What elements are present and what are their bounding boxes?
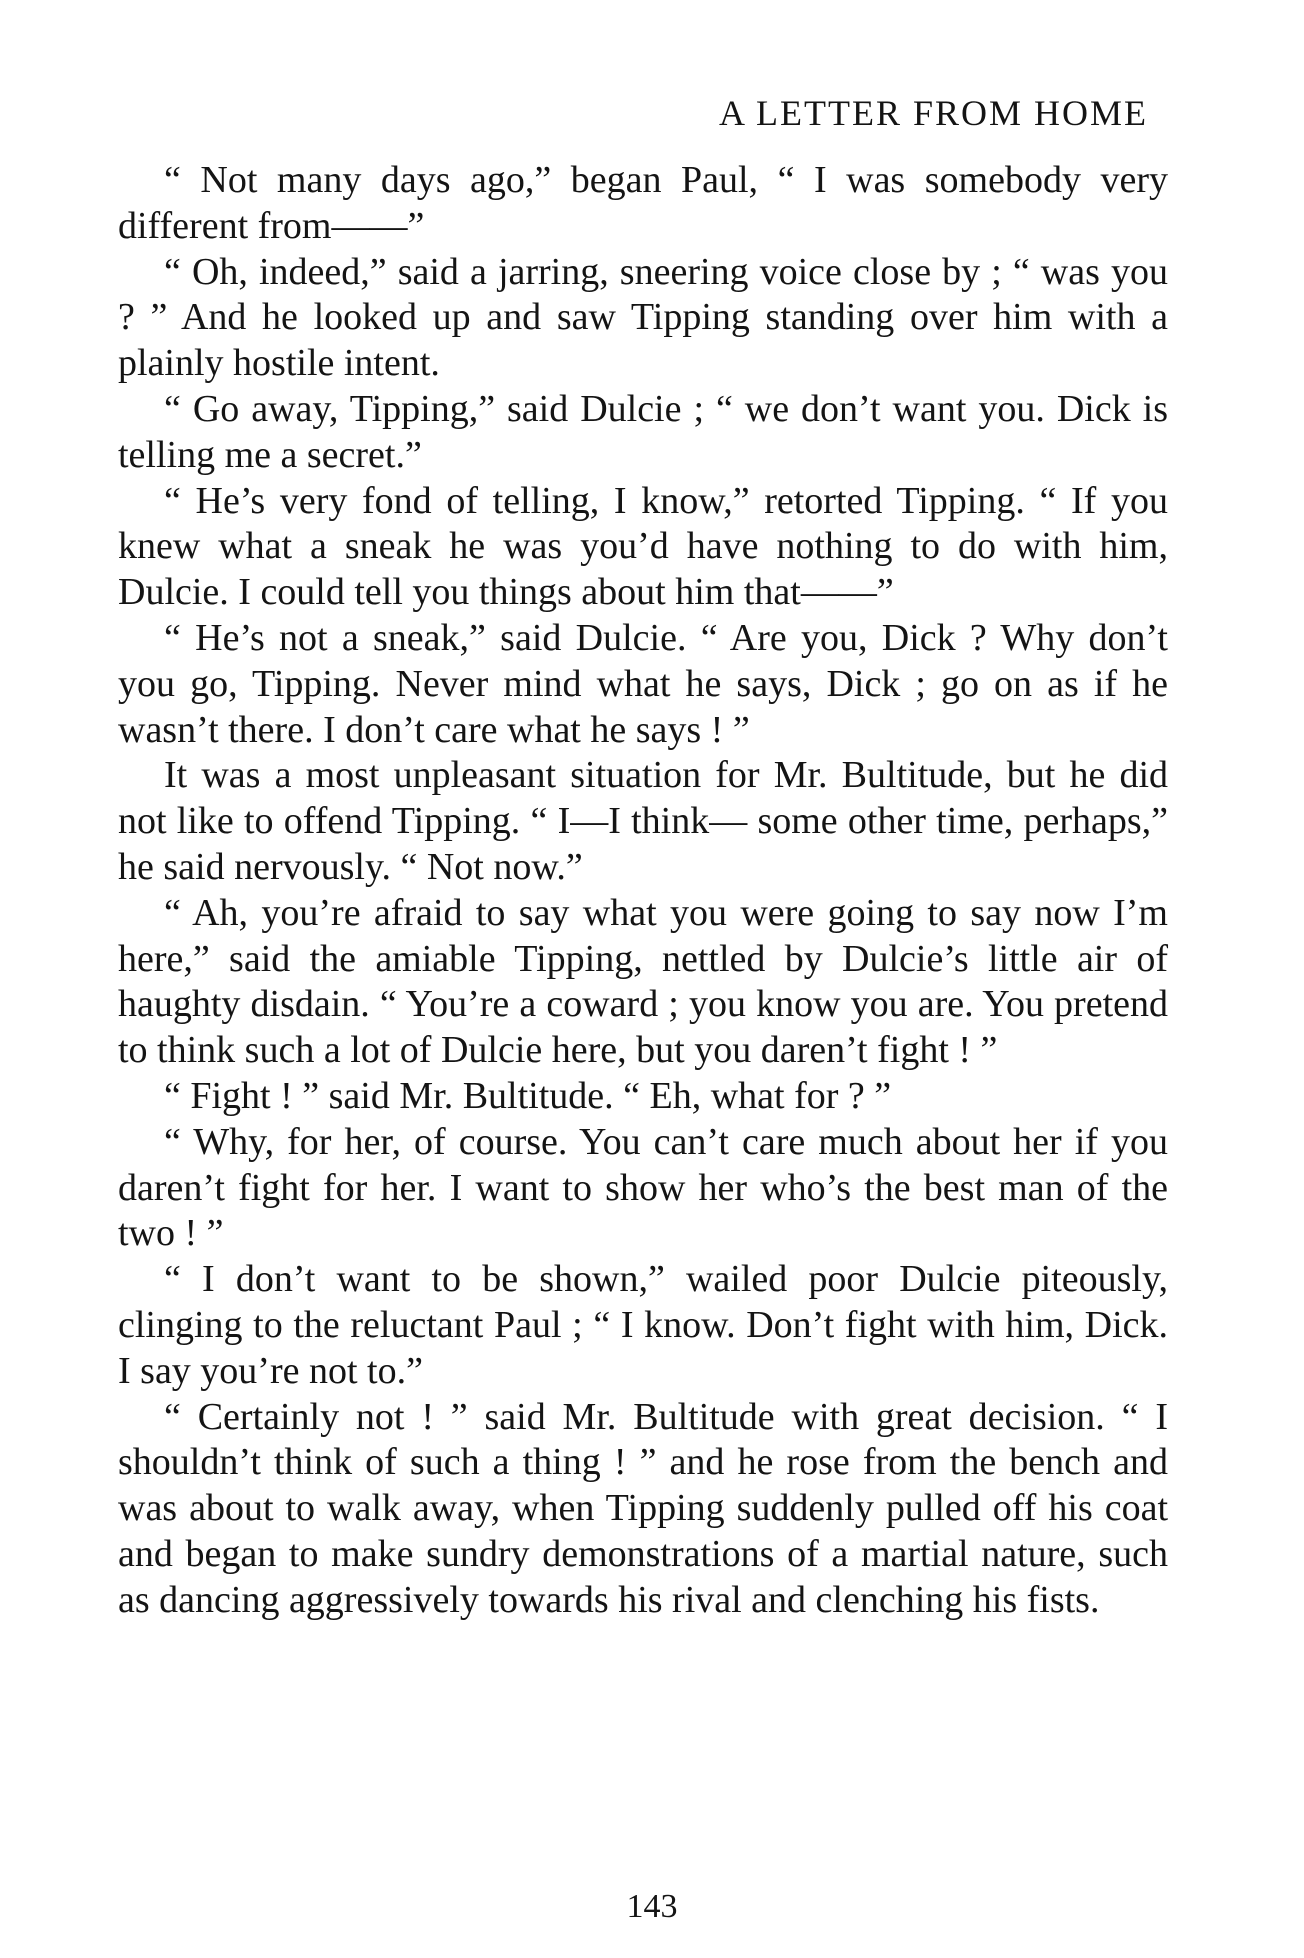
paragraph: It was a most unpleasant situation for Mr. Bultitude, but he did not like to offend Tipping. “ I—I think— some other time, perhaps,” he said nervously. “ Not now.” (118, 754, 1168, 888)
body-text (118, 158, 1168, 1624)
paragraph: “ Why, for her, of course. You can’t care much about her if you daren’t fight for her. I want to show her who’s the best man of the two ! ” (118, 1120, 1168, 1255)
paragraph: “ He’s not a sneak,” said Dulcie. “ Are you, Dick ? Why don’t you go, Tipping. Never mind what he says, Dick ; go on as if he wasn’t there. I don’t care what he says ! ” (118, 616, 1168, 751)
paragraph: “ Not many days ago,” began Paul, “ I was somebody very different from——” (118, 159, 1168, 247)
paragraph: “ I don’t want to be shown,” wailed poor Dulcie piteously, clinging to the reluctant Paul ; “ I know. Don’t fight with him, Dick. I say you’re not to.” (118, 1258, 1168, 1392)
paragraph: “ Ah, you’re afraid to say what you were going to say now I’m here,” said the amiable Tipping, nettled by Dulcie’s little air of haughty disdain. “ You’re a coward ; you know you are. You pretend to think such a lot of Dulcie here, but you daren’t fight ! ” (118, 891, 1168, 1072)
running-head: A LETTER FROM HOME (718, 93, 1148, 133)
paragraph: “ Oh, indeed,” said a jarring, sneering voice close by ; “ was you ? ” And he looked up and saw Tipping standing over him with a plainly hostile intent. (118, 250, 1168, 385)
paragraph: “ Go away, Tipping,” said Dulcie ; “ we don’t want you. Dick is telling me a secret.” (118, 387, 1168, 476)
paragraph: “ He’s very fond of telling, I know,” retorted Tipping. “ If you knew what a sneak he was you’d have nothing to do with him, Dulcie. I could tell you things about him that——” (118, 479, 1168, 614)
paragraph: “ Fight ! ” said Mr. Bultitude. “ Eh, what for ? ” (164, 1074, 892, 1117)
page-number: 143 (626, 1888, 678, 1925)
paragraph: “ Certainly not ! ” said Mr. Bultitude with great decision. “ I shouldn’t think of such a thing ! ” and he rose from the bench and was about to walk away, when Tipping suddenly pulled off his coat and began to make sundry demonstrations of a martial nature, such as dancing aggressively towards his rival and clenching his fists. (118, 1395, 1168, 1621)
